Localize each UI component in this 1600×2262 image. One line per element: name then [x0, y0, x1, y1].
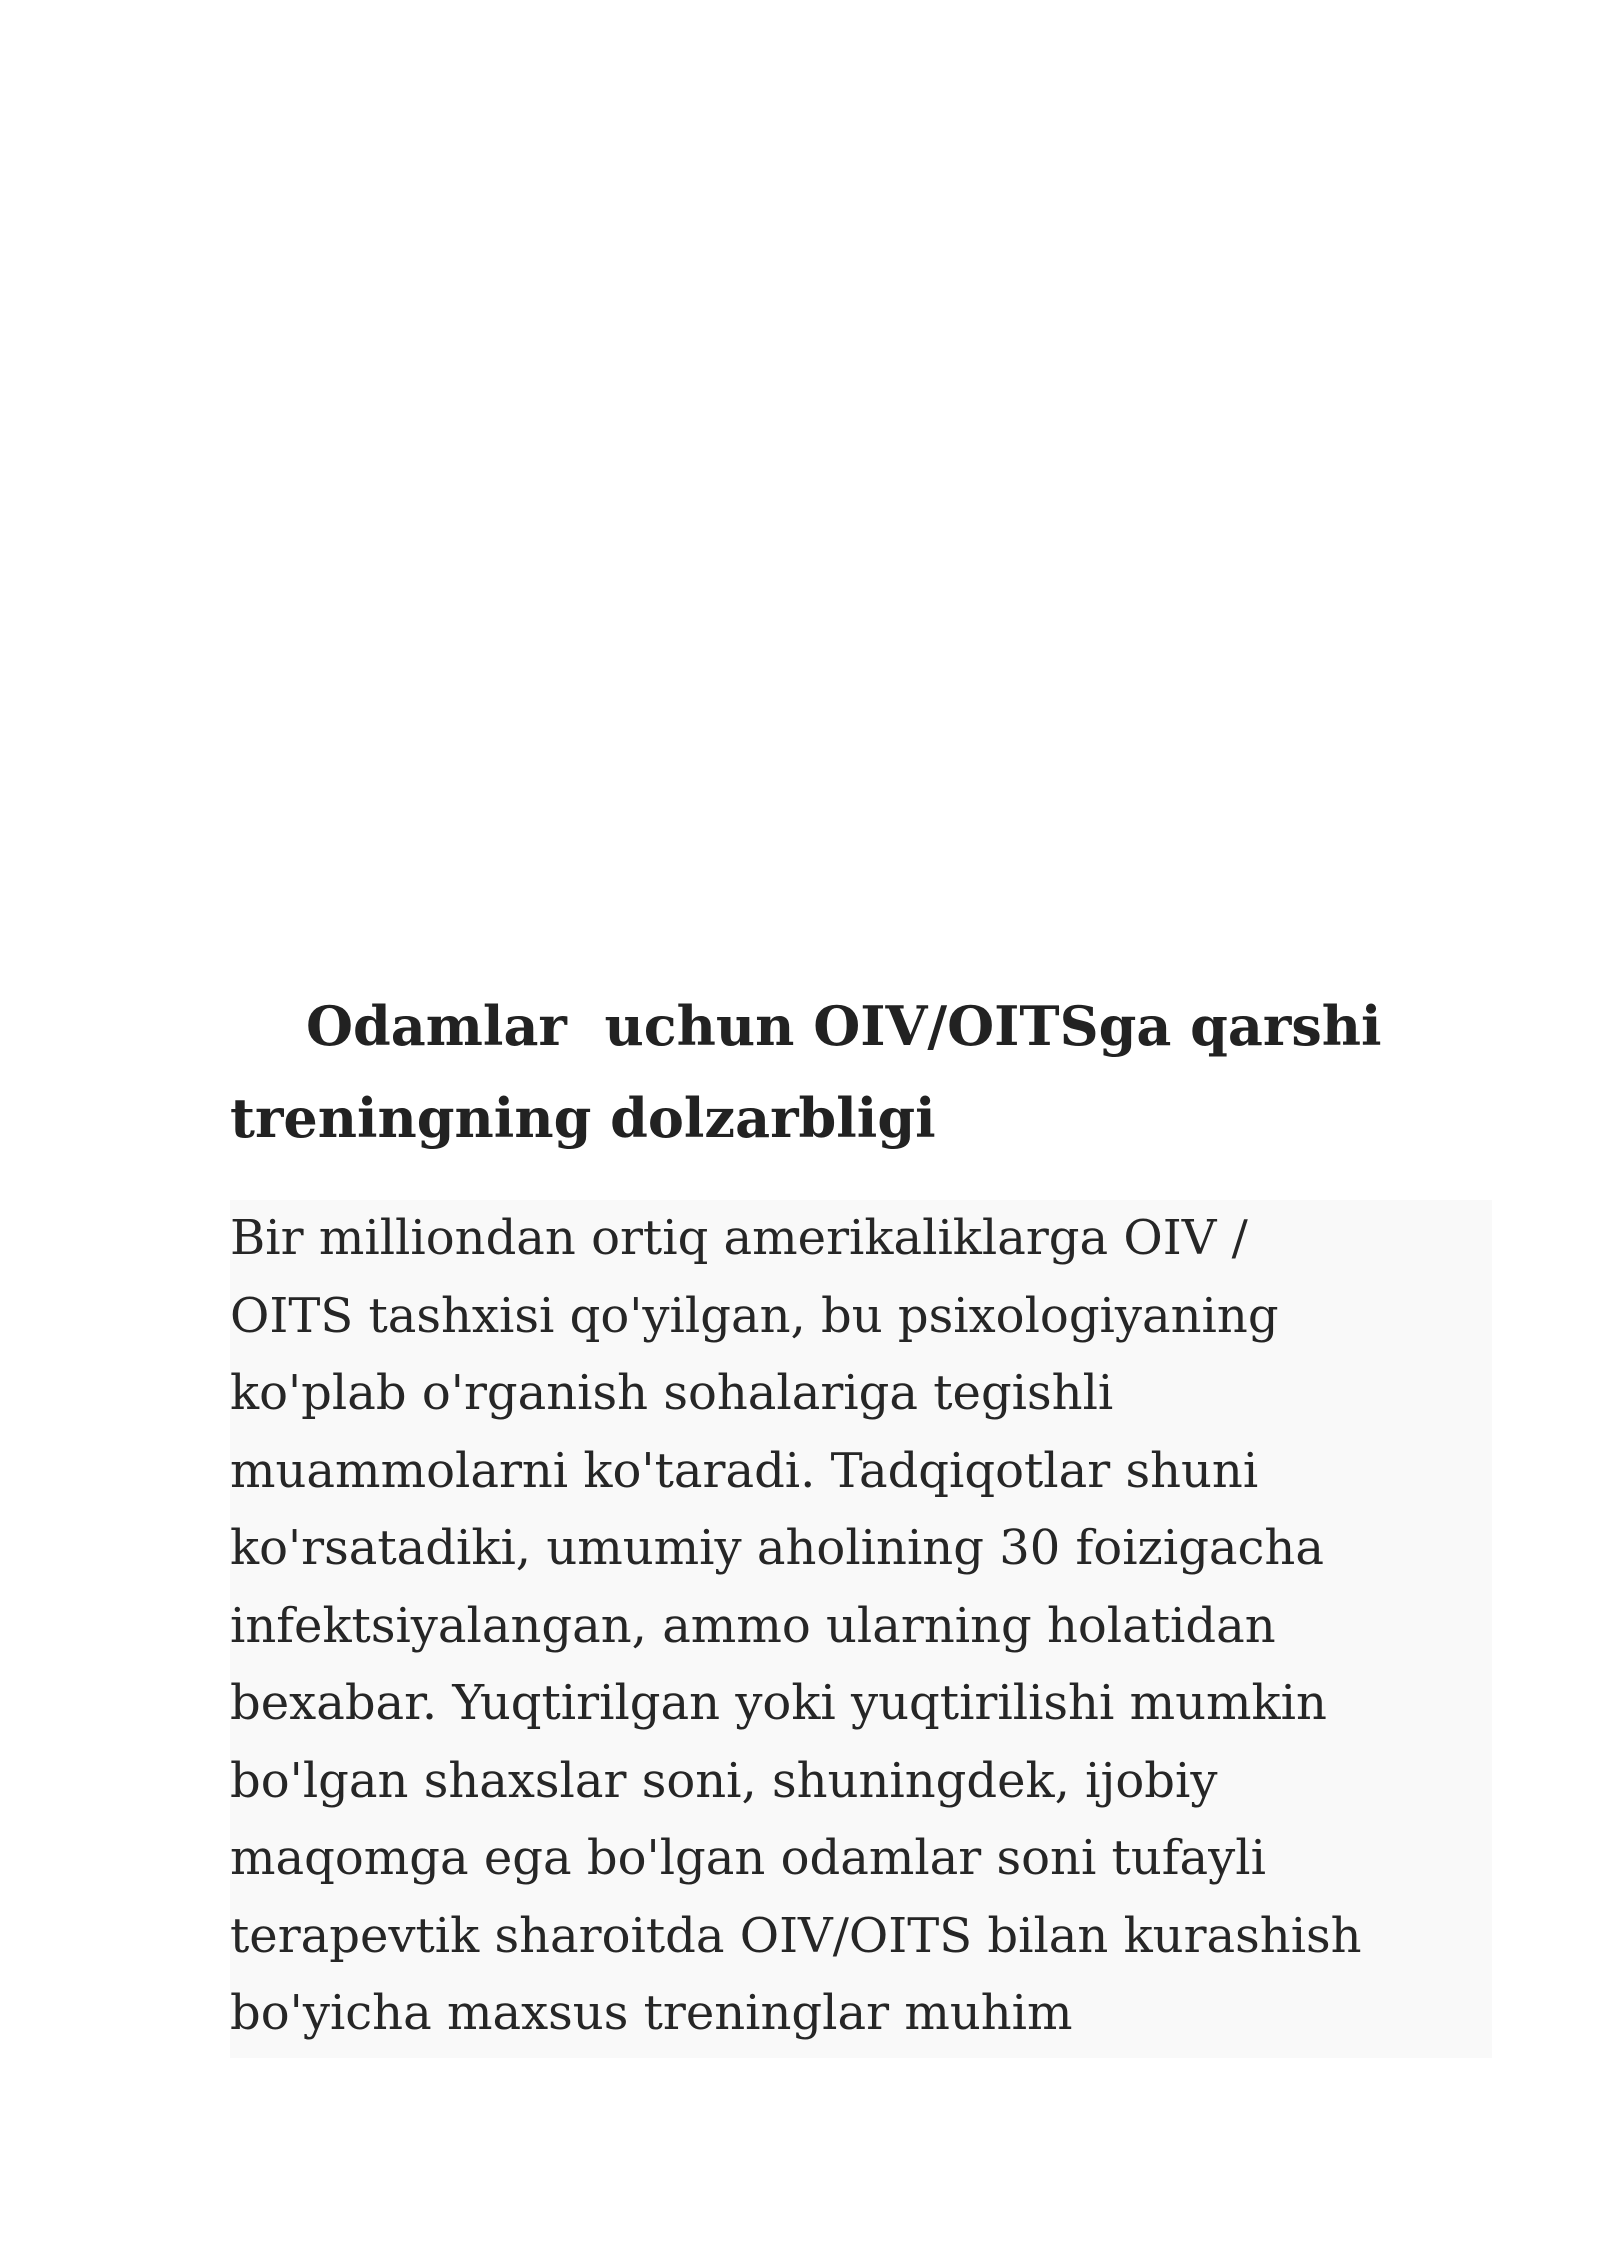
body-line: ko'rsatadiki, umumiy aholining 30 foizigacha — [230, 1520, 1324, 1576]
body-line: bexabar. Yuqtirilgan yoki yuqtirilishi mumkin — [230, 1675, 1327, 1731]
body-line: infektsiyalangan, ammo ularning holatidan — [230, 1597, 1276, 1654]
body-line: bo'yicha maxsus treninglar muhim — [230, 1985, 1073, 2041]
body-line: Bir milliondan ortiq amerikaliklarga OIV / — [230, 1210, 1248, 1266]
document-heading — [230, 980, 1430, 1164]
body-line: ko'plab o'rganish sohalariga tegishli — [230, 1365, 1114, 1421]
body-line: OITS tashxisi qo'yilgan, bu psixologiyaning — [230, 1287, 1279, 1344]
heading-line: Odamlar uchun OIV/OITSga qarshi — [306, 994, 1382, 1058]
heading-line: treningning dolzarbligi — [230, 1086, 936, 1150]
body-line: terapevtik sharoitda OIV/OITS bilan kurashish — [230, 1907, 1362, 1964]
body-text-block — [230, 1200, 1492, 2058]
body-paragraph — [230, 1200, 1492, 2053]
body-line: maqomga ega bo'lgan odamlar soni tufayli — [230, 1830, 1266, 1886]
body-line: bo'lgan shaxslar soni, shuningdek, ijobiy — [230, 1752, 1218, 1809]
body-line: muammolarni ko'taradi. Tadqiqotlar shuni — [230, 1442, 1259, 1499]
